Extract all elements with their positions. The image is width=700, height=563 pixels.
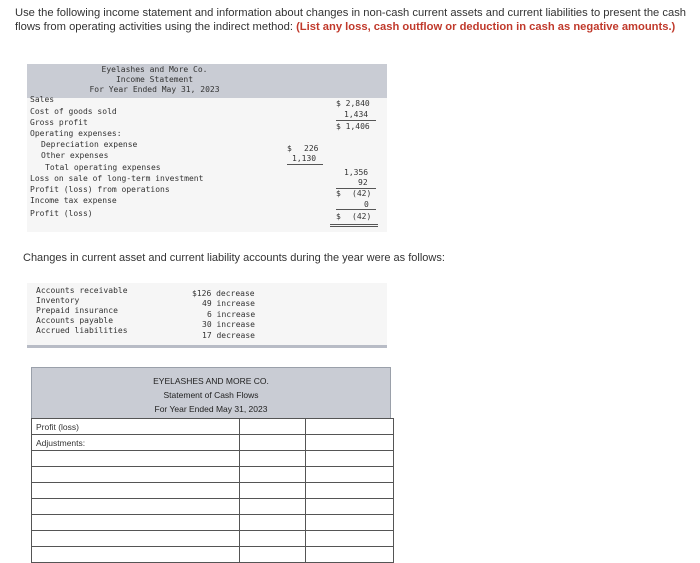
income-statement-header [27,64,387,98]
underline [287,164,323,165]
is-row-label: Profit (loss) [30,209,93,218]
cf-row-label: Profit (loss) [32,419,240,435]
is-row-label: Other expenses [41,151,109,160]
table-row [32,547,394,563]
is-row-value: (42) [352,212,372,221]
is-statement-name: Income Statement [115,75,194,84]
cf-label-input[interactable] [32,531,240,547]
cf-amount-input[interactable] [240,419,306,435]
cf-total-input[interactable] [306,467,394,483]
is-dollar-sign: $ [287,144,292,153]
cf-label-input[interactable] [32,515,240,531]
change-value: 17 decrease [202,331,255,340]
is-row-value: $ 1,406 [336,122,370,131]
is-row-value: 226 [304,144,319,153]
table-row [32,531,394,547]
cf-period: For Year Ended May 31, 2023 [154,404,268,414]
is-dollar-sign: $ [336,189,341,198]
cf-company: EYELASHES AND MORE CO. [153,376,269,386]
is-row-value: 0 [364,200,369,209]
cf-label-input[interactable] [32,467,240,483]
cf-amount-input[interactable] [240,451,306,467]
table-row [32,419,394,435]
is-row-label: Profit (loss) from operations [30,185,170,194]
is-row-label: Depreciation expense [41,140,138,149]
change-label: Prepaid insurance [36,306,118,315]
cf-amount-input[interactable] [240,547,306,563]
cash-flow-header [31,367,391,420]
cf-amount-input[interactable] [240,499,306,515]
cf-total-input[interactable] [306,547,394,563]
double-underline [330,226,378,227]
change-label: Accounts receivable [36,286,128,295]
cf-total-input[interactable] [306,531,394,547]
cf-row-label: Adjustments: [32,435,240,451]
instructions-text: Use the following income statement and information about changes in non-cash current assets and current liabilities to present the cash flows from operating activities using the indirect method: [15,7,687,33]
is-row-value: 1,434 [344,110,369,119]
cf-total-input[interactable] [306,483,394,499]
is-row-value: 1,356 [344,168,369,177]
is-company: Eyelashes and More Co. [101,65,208,74]
income-statement [27,64,387,232]
is-dollar-sign: $ [336,212,341,221]
change-value: 49 increase [202,299,255,308]
change-value: $126 decrease [192,289,255,298]
table-row [32,499,394,515]
is-row-label: Income tax expense [30,196,117,205]
cf-amount-input[interactable] [240,467,306,483]
cf-label-input[interactable] [32,451,240,467]
cf-label-input[interactable] [32,499,240,515]
change-label: Accounts payable [36,316,114,325]
cf-amount-input[interactable] [240,515,306,531]
cf-total-input[interactable] [306,419,394,435]
instructions [15,7,695,34]
change-value: 6 increase [207,310,256,319]
is-row-label: Loss on sale of long-term investment [30,174,204,183]
cash-flow-table [31,418,394,563]
cf-total-input[interactable] [306,435,394,451]
is-row-value: $ 2,840 [336,99,370,108]
cf-label-input[interactable] [32,483,240,499]
changes-list [27,283,387,348]
is-row-value: 92 [358,178,368,187]
table-row [32,515,394,531]
double-underline [330,224,378,225]
is-row-label: Sales [30,95,55,104]
cf-amount-input[interactable] [240,435,306,451]
underline [336,120,376,121]
cf-total-input[interactable] [306,451,394,467]
table-row [32,467,394,483]
is-row-value: 1,130 [292,154,317,163]
cf-amount-input[interactable] [240,531,306,547]
cf-label-input[interactable] [32,547,240,563]
cf-total-input[interactable] [306,499,394,515]
underline [336,209,376,210]
cf-statement-name: Statement of Cash Flows [163,390,259,400]
change-value: 30 increase [202,320,255,329]
cf-total-input[interactable] [306,515,394,531]
changes-intro: Changes in current asset and current liability accounts during the year were as follows: [23,252,445,264]
is-row-label: Gross profit [30,118,88,127]
table-row [32,451,394,467]
table-row [32,435,394,451]
is-row-label: Operating expenses: [30,129,122,138]
is-row-label: Cost of goods sold [30,107,117,116]
is-row-value: (42) [352,189,372,198]
table-row [32,483,394,499]
change-label: Accrued liabilities [36,326,128,335]
is-period: For Year Ended May 31, 2023 [89,85,220,94]
change-label: Inventory [36,296,80,305]
cf-amount-input[interactable] [240,483,306,499]
is-row-label: Total operating expenses [45,163,161,172]
instructions-emphasis: (List any loss, cash outflow or deduction in cash as negative amounts.) [296,20,676,33]
